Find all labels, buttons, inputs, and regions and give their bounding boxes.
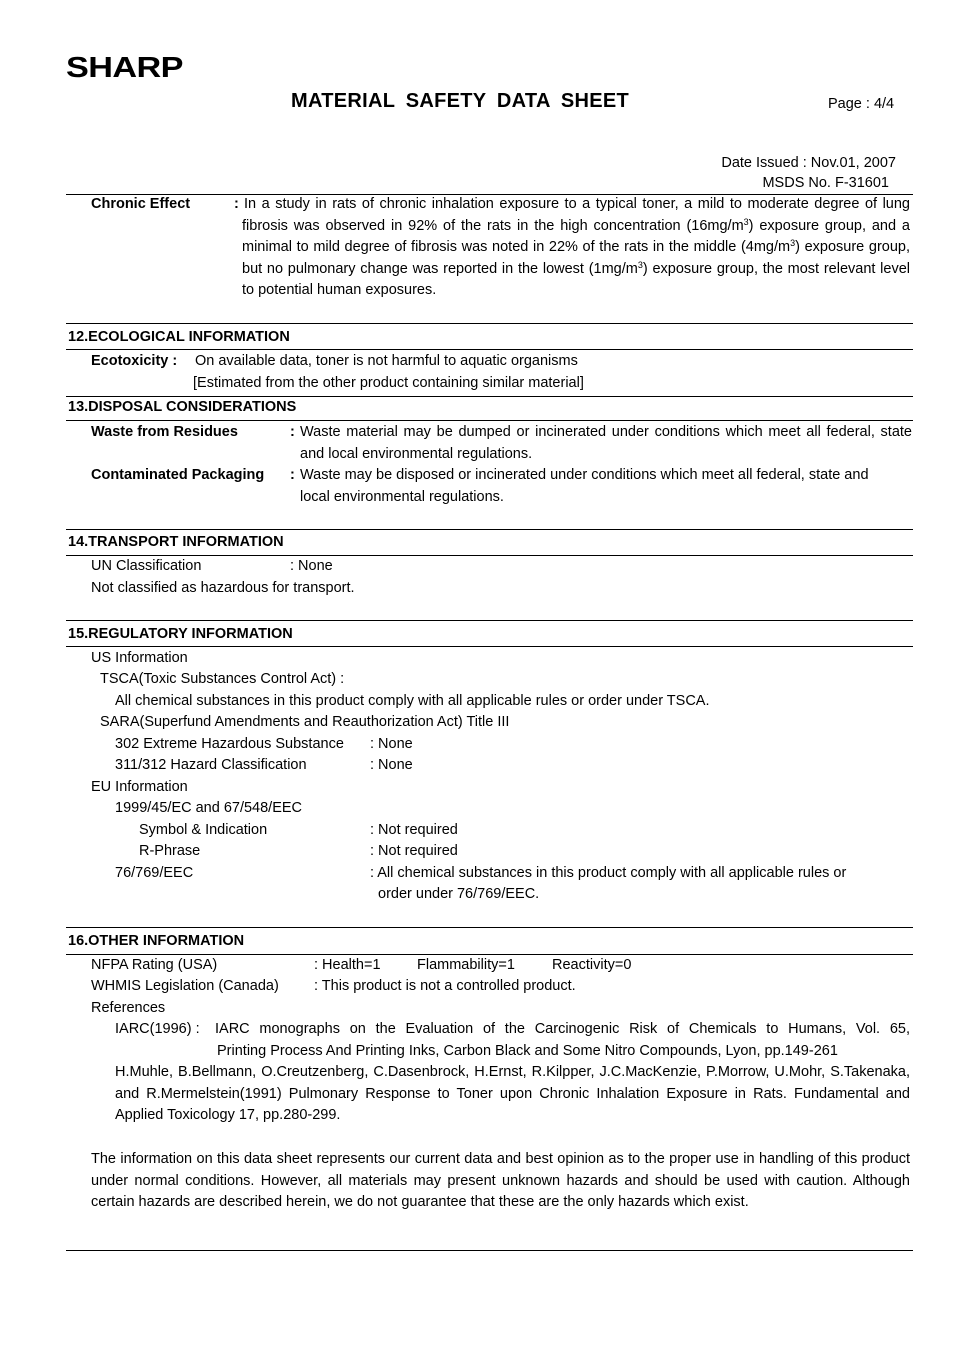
un-classification-value: : None bbox=[290, 558, 333, 574]
whmis-value: : This product is not a controlled product. bbox=[314, 978, 576, 994]
sara-label: SARA(Superfund Amendments and Reauthorization Act) Title III bbox=[100, 714, 510, 730]
symbol-indication-label: Symbol & Indication bbox=[139, 822, 268, 838]
contaminated-packaging-colon: : bbox=[290, 467, 295, 483]
whmis-label: WHMIS Legislation (Canada) bbox=[91, 978, 279, 994]
iarc-label: IARC(1996) : bbox=[115, 1021, 200, 1037]
page-number: Page : 4/4 bbox=[828, 96, 895, 112]
msds-number: MSDS No. F-31601 bbox=[762, 175, 889, 191]
sharp-logo: SHARP bbox=[66, 52, 183, 84]
muhle-reference: H.Muhle, B.Bellmann, O.Creutzenberg, C.Dasenbrock, H.Ernst, R.Kilpper, J.C.MacKenzie, P.Morrow, U.Mohr, S.Takenaka, and R.Mermelstein(1991) Pulmonary Response to Toner upon Chronic Inhalation Exposure in Rats. Fundamental and Applied Toxicology 17, pp.280-299. bbox=[115, 1064, 910, 1123]
ecotoxicity-note: [Estimated from the other product containing similar material] bbox=[193, 375, 584, 391]
waste-residues-colon: : bbox=[290, 424, 295, 440]
nfpa-health: : Health=1 bbox=[314, 957, 381, 973]
eu-information: EU Information bbox=[91, 779, 188, 795]
section-16-heading: 16.OTHER INFORMATION bbox=[68, 933, 245, 949]
divider bbox=[66, 927, 913, 928]
sara-311-label: 311/312 Hazard Classification bbox=[115, 757, 307, 773]
divider bbox=[66, 349, 913, 350]
divider bbox=[66, 1250, 913, 1251]
divider bbox=[66, 396, 913, 397]
eec-value-cont: order under 76/769/EEC. bbox=[378, 886, 540, 902]
tsca-label: TSCA(Toxic Substances Control Act) : bbox=[100, 671, 345, 687]
waste-residues-label: Waste from Residues bbox=[91, 424, 238, 440]
divider bbox=[66, 420, 913, 421]
chronic-effect-label: Chronic Effect bbox=[91, 196, 191, 212]
chronic-effect-colon: : bbox=[234, 196, 239, 212]
tsca-text: All chemical substances in this product comply with all applicable rules or order under TSCA. bbox=[115, 693, 710, 709]
sara-302-value: : None bbox=[370, 736, 413, 752]
divider bbox=[66, 620, 913, 621]
symbol-indication-value: : Not required bbox=[370, 822, 458, 838]
divider bbox=[66, 555, 913, 556]
iarc-reference-line1: IARC monographs on the Evaluation of the Carcinogenic Risk of Chemicals to Humans, Vol. 65, bbox=[215, 1021, 910, 1037]
us-information: US Information bbox=[91, 650, 188, 666]
section-12-heading: 12.ECOLOGICAL INFORMATION bbox=[68, 329, 290, 345]
eu-directive: 1999/45/EC and 67/548/EEC bbox=[115, 800, 303, 816]
divider bbox=[66, 529, 913, 530]
eec-label: 76/769/EEC bbox=[115, 865, 194, 881]
sara-302-label: 302 Extreme Hazardous Substance bbox=[115, 736, 344, 752]
waste-residues-text: Waste material may be dumped or incinerated under conditions which meet all federal, state and local environmental regulations. bbox=[300, 424, 912, 462]
contaminated-packaging-label: Contaminated Packaging bbox=[91, 467, 265, 483]
iarc-reference-line2: Printing Process And Printing Inks, Carbon Black and Some Nitro Compounds, Lyon, pp.149-261 bbox=[217, 1043, 838, 1059]
disclaimer: The information on this data sheet represents our current data and best opinion as to the proper use in handling of this product under normal conditions. However, all materials may present unknown hazards and should be used with caution. Although certain hazards are described herein, we do not guarantee that these are the only hazards which exist. bbox=[91, 1151, 910, 1210]
divider bbox=[66, 954, 913, 955]
r-phrase-label: R-Phrase bbox=[139, 843, 201, 859]
un-classification-label: UN Classification bbox=[91, 558, 202, 574]
sara-311-value: : None bbox=[370, 757, 413, 773]
section-15-heading: 15.REGULATORY INFORMATION bbox=[68, 626, 293, 642]
contaminated-packaging-text: Waste may be disposed or incinerated under conditions which meet all federal, state and local environmental regulations. bbox=[300, 467, 869, 505]
references-label: References bbox=[91, 1000, 166, 1016]
date-issued: Date Issued : Nov.01, 2007 bbox=[721, 155, 896, 171]
section-13-heading: 13.DISPOSAL CONSIDERATIONS bbox=[68, 399, 297, 415]
r-phrase-value: : Not required bbox=[370, 843, 458, 859]
nfpa-reactivity: Reactivity=0 bbox=[552, 957, 632, 973]
section-14-heading: 14.TRANSPORT INFORMATION bbox=[68, 534, 284, 550]
nfpa-flammability: Flammability=1 bbox=[417, 957, 515, 973]
ecotoxicity-label: Ecotoxicity : bbox=[91, 353, 178, 369]
eec-value: : All chemical substances in this product comply with all applicable rules or bbox=[370, 865, 847, 881]
nfpa-label: NFPA Rating (USA) bbox=[91, 957, 218, 973]
divider bbox=[66, 323, 913, 324]
document-title: MATERIAL SAFETY DATA SHEET bbox=[291, 90, 629, 112]
chronic-effect-text: In a study in rats of chronic inhalation exposure to a typical toner, a mild to moderate degree of lung fibrosis was observed in 92% of the rats in the high concentration $(16mg/m^3)$ exposure group, and a minimal to mild degree of fibrosis was noted in 22% of the rats in the middle $(4mg/m^3)$ exposure group, but no pulmonary change was reported in the lowest $(1mg/m^3)$ exposure group, the most relevant level to potential human exposures. bbox=[242, 196, 910, 298]
ecotoxicity-text: On available data, toner is not harmful to aquatic organisms bbox=[195, 353, 578, 369]
divider bbox=[66, 646, 913, 647]
transport-note: Not classified as hazardous for transport. bbox=[91, 580, 355, 596]
